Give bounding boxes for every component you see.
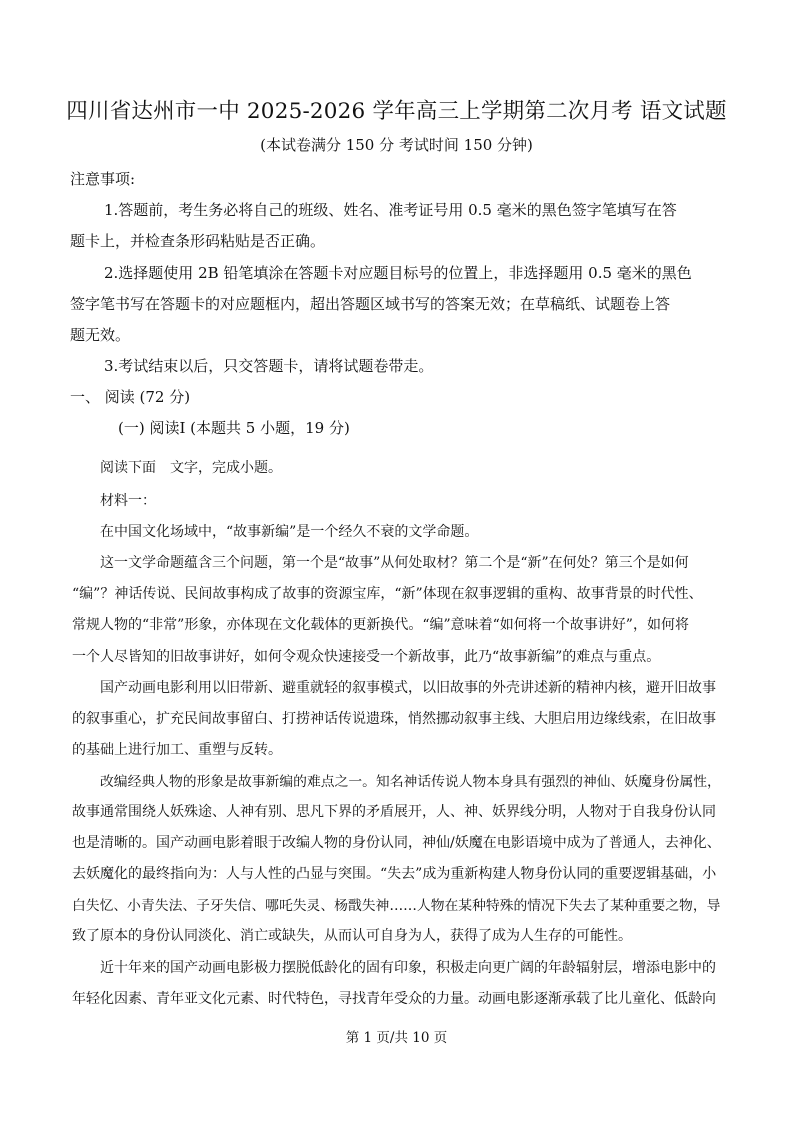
notice-line: 2.选择题使用 2B 铅笔填涂在答题卡对应题目标号的位置上，非选择题用 0.5 毫米的黑色 xyxy=(104,264,692,282)
subsection-heading: (一) 阅读Ⅰ (本题共 5 小题，19 分) xyxy=(118,419,350,437)
notice-line: 3.考试结束以后，只交答题卡，请将试题卷带走。 xyxy=(104,357,434,375)
body-line: 也是清晰的。国产动画电影着眼于改编人物的身份认同，神仙/妖魔在电影语境中成为了普通人，去神化、 xyxy=(72,835,721,851)
body-line: 改编经典人物的形象是故事新编的难点之一。知名神话传说人物本身具有强烈的神仙、妖魔身份属性， xyxy=(100,774,721,790)
page-number: 第 1 页/共 10 页 xyxy=(345,1030,448,1046)
body-line: 致了原本的身份认同淡化、消亡或缺失，从而认可自身为人，获得了成为人生存的可能性。 xyxy=(72,928,632,944)
exam-info: (本试卷满分 150 分 考试时间 150 分钟) xyxy=(260,136,533,154)
body-line: 白失忆、小青失法、子牙失信、哪吒失灵、杨戬失神……人物在某种特殊的情况下失去了某种重要之物，导 xyxy=(72,898,721,914)
section-heading: 一、 阅读 (72 分) xyxy=(70,388,191,406)
notice-line: 1.答题前，考生务必将自己的班级、姓名、准考证号用 0.5 毫米的黑色签字笔填写在答 xyxy=(104,201,677,219)
body-line: 年轻化因素、青年亚文化元素、时代特色，寻找青年受众的力量。动画电影逐渐承载了比儿童化、低龄向 xyxy=(72,991,716,1007)
body-line: “编”？神话传说、民间故事构成了故事的资源宝库，“新”体现在叙事逻辑的重构、故事背景的时代性、 xyxy=(72,586,703,602)
body-line: 的基础上进行加工、重塑与反转。 xyxy=(72,742,282,758)
body-line: 近十年来的国产动画电影极力摆脱低龄化的固有印象，积极走向更广阔的年龄辐射层，增添电影中的 xyxy=(100,960,716,976)
material-label: 材料一： xyxy=(100,493,156,509)
page-title: 四川省达州市一中 2025-2026 学年高三上学期第二次月考 语文试题 xyxy=(66,99,727,124)
body-line: 这一文学命题蕴含三个问题，第一个是“故事”从何处取材？第二个是“新”在何处？第三个是如何 xyxy=(100,555,689,571)
body-line: 的叙事重心，扩充民间故事留白、打捞神话传说遗珠，悄然挪动叙事主线、大胆启用边缘线索，在旧故事 xyxy=(72,711,716,727)
notice-line: 题卡上，并检查条形码粘贴是否正确。 xyxy=(70,232,326,250)
body-line: 去妖魔化的最终指向为：人与人性的凸显与突围。“失去”成为重新构建人物身份认同的重要逻辑基础，小 xyxy=(72,866,717,882)
body-line: 在中国文化场域中，“故事新编”是一个经久不衰的文学命题。 xyxy=(100,524,479,540)
body-line: 一个人尽皆知的旧故事讲好，如何令观众快速接受一个新故事，此乃“故事新编”的难点与重点。 xyxy=(72,649,661,665)
notice-line: 题无效。 xyxy=(70,326,131,344)
notice-heading: 注意事项: xyxy=(70,170,136,188)
body-line: 国产动画电影利用以旧带新、避重就轻的叙事模式，以旧故事的外壳讲述新的精神内核，避开旧故事 xyxy=(100,680,716,696)
body-line: 故事通常围绕人妖殊途、人神有别、思凡下界的矛盾展开，人、神、妖界线分明，人物对于自我身份认同 xyxy=(72,804,716,820)
instruction-text: 阅读下面 文字，完成小题。 xyxy=(100,460,282,476)
notice-line: 签字笔书写在答题卡的对应题框内，超出答题区域书写的答案无效；在草稿纸、试题卷上答 xyxy=(70,295,671,313)
body-line: 常规人物的“非常”形象，亦体现在文化载体的更新换代。“编”意味着“如何将一个故事讲好”，如何将 xyxy=(72,617,689,633)
